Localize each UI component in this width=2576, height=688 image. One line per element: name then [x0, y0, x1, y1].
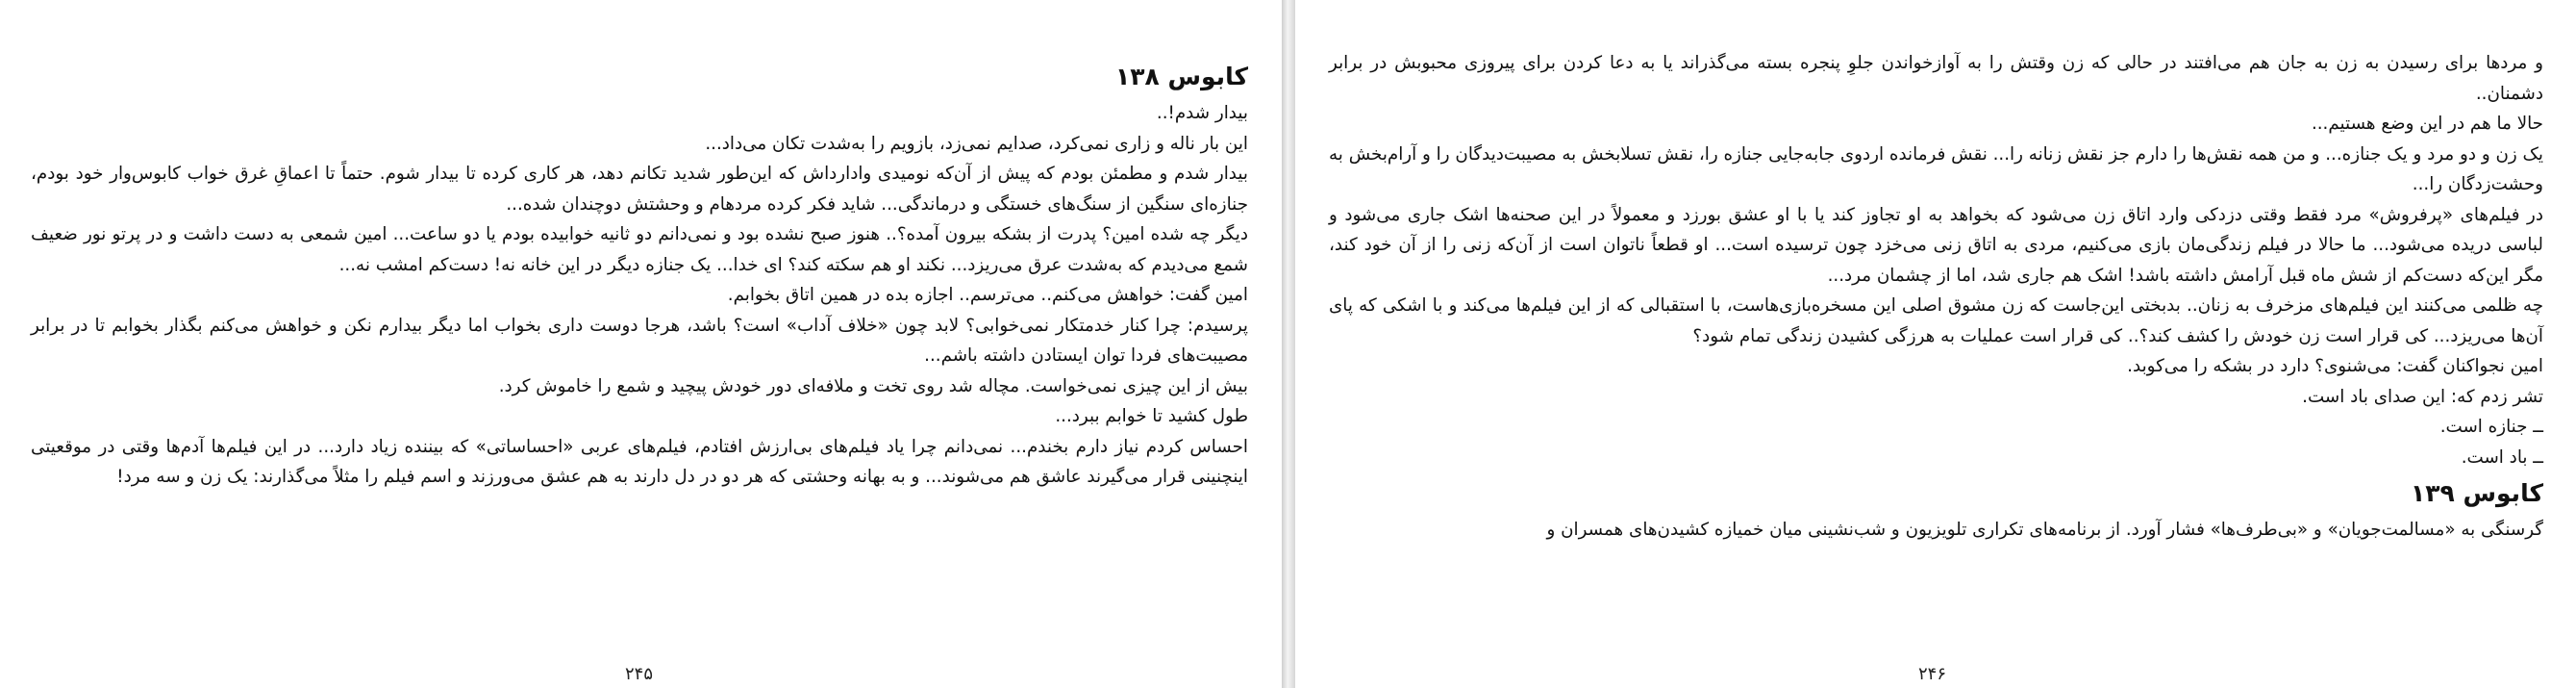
paragraph: امین گفت: خواهش می‌کنم.. می‌ترسم.. اجازه بده در همین اتاق بخوابم.	[727, 285, 1248, 305]
page-number: ۲۴۶	[1918, 664, 1947, 684]
page-245	[0, 0, 1282, 688]
paragraph: در فیلم‌های «پرفروش» مرد فقط وقتی دزدکی وارد اتاق زن می‌شود که بخواهد به او تجاوز کند یا با او عشق بورزد و معمولاً در این صحنه‌ها اشک جاری می‌شود و لباسی دریده می‌شود... ما حالا در فیلم زندگی‌مان بازی می‌کنیم، مردی به اتاق زنی می‌خزد چون ترسیده است... او قطعاً ناتوان است از آن‌که زنی را از آن خود کند، مگر این‌که دست‌کم از شش ماه قبل آرامش داشته باشد! اشک هم جاری شد، اما از چشمان مرد...	[1329, 204, 2543, 286]
paragraph: دیگر چه شده امین؟ پدرت از بشکه بیرون آمده؟.. هنوز صبح نشده بود و نمی‌دانم دو ثانیه خوابیده بودم یا دو ساعت... امین شمعی به دست داشت و در پرتو نور ضعیف شمع می‌دیدم که به‌شدت عرق می‌ریزد... نکند او هم سکته کند؟ ای خدا... یک جنازه دیگر در این خانه نه! دست‌کم امشب نه...	[31, 224, 1248, 275]
page-246-content	[1329, 48, 2543, 546]
chapter-heading-138: کابوس ۱۳۸	[1115, 63, 1248, 90]
paragraph: پرسیدم: چرا کنار خدمتکار نمی‌خوابی؟ لابد چون «خلاف آداب» است؟ باشد، هرجا دوست داری بخواب اما دیگر بیدارم نکن و خواهش می‌کنم بگذار بخوابم تا در برابر مصیبت‌های فردا توان ایستادن داشته باشم...	[31, 315, 1248, 366]
paragraph: احساس کردم نیاز دارم بخندم... نمی‌دانم چرا یاد فیلم‌های بی‌ارزش افتادم، فیلم‌های عربی «احساساتی» که بیننده زیاد دارد... در این فیلم‌ها آدم‌ها وقتی در موقعیتی اینچنینی قرار می‌گیرند عاشق هم می‌شوند... و به بهانه وحشتی که هر دو در دل دارند به هم عشق می‌ورزند و اسم فیلم را مثلاً می‌گذارند: یک زن و سه مرد!	[31, 436, 1248, 487]
paragraph: طول کشید تا خوابم ببرد...	[1055, 406, 1248, 426]
book-gutter	[1282, 0, 1295, 688]
page-246	[1295, 0, 2576, 688]
paragraph: تشر زدم که: این صدای باد است.	[2302, 386, 2543, 407]
chapter-heading-139: کابوس ۱۳۹	[2411, 479, 2543, 507]
paragraph: حالا ما هم در این وضع هستیم...	[2311, 114, 2543, 134]
paragraph: بیدار شدم و مطمئن بودم که پیش از آن‌که نومیدی وادارداش که این‌طور شدید تکانم دهد، هر کاری کرده تا بیدار شوم. حتماً تا اعماقِ غرق خواب کابوس‌وار خود بودم، جنازه‌ای سنگین از سنگ‌های خستگی و درماندگی... شاید فکر کرده مردهام و وحشتش دوچندان شده...	[31, 164, 1248, 215]
paragraph: بیدار شدم!..	[1156, 103, 1248, 123]
paragraph: این بار ناله و زاری نمی‌کرد، صدایم نمی‌زد، بازویم را به‌شدت تکان می‌داد...	[705, 133, 1248, 154]
paragraph: بیش از این چیزی نمی‌خواست. مچاله شد روی تخت و ملافه‌ای دور خودش پیچید و شمع را خاموش کرد.	[498, 375, 1248, 396]
page-245-content	[31, 56, 1248, 493]
paragraph: گرسنگی به «مسالمت‌جویان» و «بی‌طرف‌ها» فشار آورد. از برنامه‌های تکراری تلویزیون و شب‌نشینی میان خمیازه کشیدن‌های همسران و	[1546, 520, 2543, 540]
paragraph: چه ظلمی می‌کنند این فیلم‌های مزخرف به زنان.. بدبختی این‌جاست که زن مشوق اصلی این مسخره‌بازی‌هاست، با استقبالی که از این فیلم‌ها می‌کند و با اشکی که پای آن‌ها می‌ریزد... کی قرار است زن خودش را کشف کند؟.. کی قرار است عملیات به هرزگی کشیدن زندگی تمام شود؟	[1329, 295, 2543, 346]
paragraph: امین نجواکنان گفت: می‌شنوی؟ دارد در بشکه را می‌کوبد.	[2127, 356, 2543, 376]
paragraph: ــ جنازه است.	[2439, 417, 2543, 437]
paragraph: یک زن و دو مرد و یک جنازه... و من همه نقش‌ها را دارم جز نقش زنانه را... نقش فرمانده اردوی جابه‌جایی جنازه را، نقش تسلابخش به مصیبت‌دیدگان را و آرام‌بخش به وحشت‌زدگان را...	[1329, 143, 2543, 194]
page-number: ۲۴۵	[625, 664, 654, 684]
paragraph: و مردها برای رسیدن به زن به جان هم می‌افتند در حالی که زن وقتش را به آوازخواندن جلوِ پنجره بسته می‌گذراند یا به دعا کردن برای پیروزی محبوبش در برابر دشمنان..	[1329, 53, 2543, 104]
paragraph: ــ باد است.	[2461, 446, 2543, 468]
